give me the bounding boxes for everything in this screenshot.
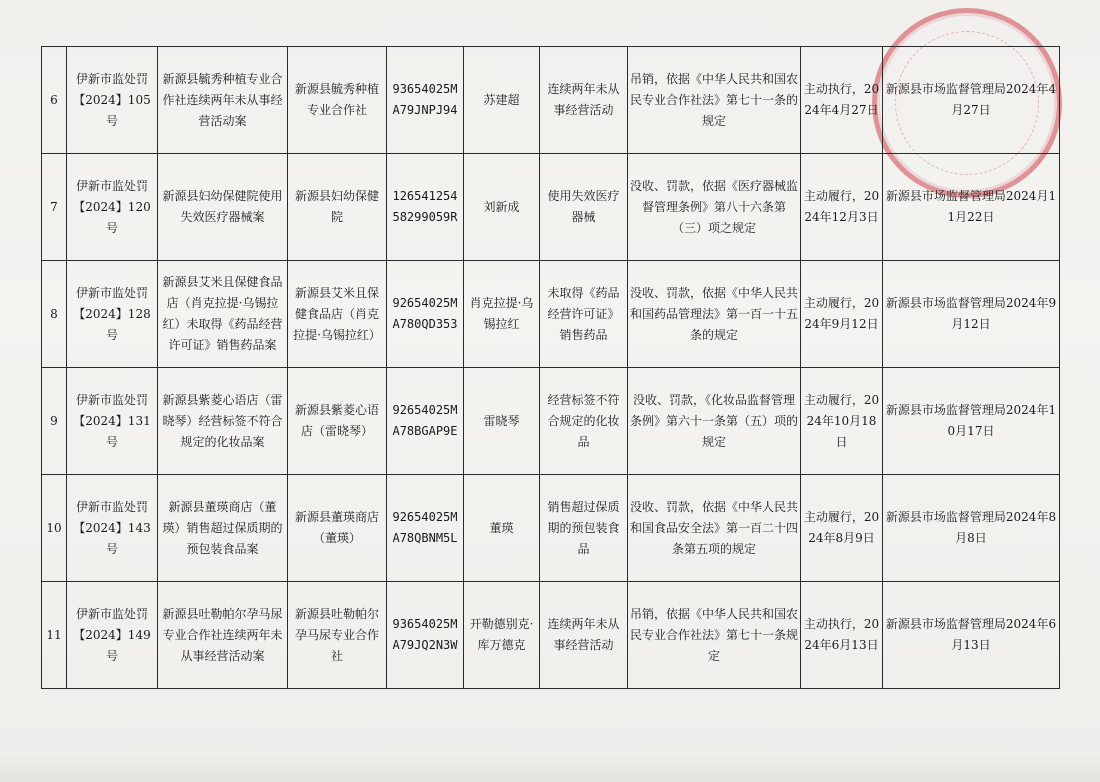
execution-status: 主动执行，2024年6月13日 xyxy=(801,582,883,689)
case-name: 新源县董瑛商店（董瑛）销售超过保质期的预包装食品案 xyxy=(158,475,288,582)
penalty-records-table xyxy=(41,46,1060,689)
authority-and-date: 新源县市场监督管理局2024年10月17日 xyxy=(883,368,1060,475)
penalty-basis: 没收、罚款，《化妆品监督管理条例》第六十一条第（五）项的规定 xyxy=(628,368,801,475)
authority-and-date: 新源县市场监督管理局2024月11月22日 xyxy=(883,154,1060,261)
credit-code: 92654025MA780QD353 xyxy=(387,261,464,368)
legal-representative: 肖克拉提·乌锡拉红 xyxy=(464,261,540,368)
penalty-basis: 没收、罚款，依据《中华人民共和国食品安全法》第一百二十四条第五项的规定 xyxy=(628,475,801,582)
document-number: 伊新市监处罚【2024】105号 xyxy=(67,47,158,154)
document-number: 伊新市监处罚【2024】128号 xyxy=(67,261,158,368)
violation-type: 经营标签不符合规定的化妆品 xyxy=(540,368,628,475)
row-number: 6 xyxy=(42,47,67,154)
execution-status: 主动履行，2024年9月12日 xyxy=(801,261,883,368)
document-number: 伊新市监处罚【2024】149号 xyxy=(67,582,158,689)
credit-code: 92654025MA78QBNM5L xyxy=(387,475,464,582)
row-number: 10 xyxy=(42,475,67,582)
violation-type: 连续两年未从事经营活动 xyxy=(540,47,628,154)
party-name: 新源县董瑛商店（董瑛） xyxy=(288,475,387,582)
violation-type: 未取得《药品经营许可证》销售药品 xyxy=(540,261,628,368)
row-number: 8 xyxy=(42,261,67,368)
violation-type: 使用失效医疗器械 xyxy=(540,154,628,261)
table-row xyxy=(42,582,1060,689)
violation-type: 连续两年未从事经营活动 xyxy=(540,582,628,689)
row-number: 9 xyxy=(42,368,67,475)
legal-representative: 刘新成 xyxy=(464,154,540,261)
authority-and-date: 新源县市场监督管理局2024年4月27日 xyxy=(883,47,1060,154)
table-row xyxy=(42,47,1060,154)
legal-representative: 开勒德别克·库万德克 xyxy=(464,582,540,689)
legal-representative: 苏建超 xyxy=(464,47,540,154)
legal-representative: 雷晓琴 xyxy=(464,368,540,475)
table-row xyxy=(42,261,1060,368)
document-number: 伊新市监处罚【2024】143号 xyxy=(67,475,158,582)
penalty-basis: 没收、罚款，依据《医疗器械监督管理条例》第八十六条第（三）项之规定 xyxy=(628,154,801,261)
execution-status: 主动履行，2024年8月9日 xyxy=(801,475,883,582)
case-name: 新源县吐勒帕尔孕马尿专业合作社连续两年未从事经营活动案 xyxy=(158,582,288,689)
document-number: 伊新市监处罚【2024】120号 xyxy=(67,154,158,261)
row-number: 11 xyxy=(42,582,67,689)
authority-and-date: 新源县市场监督管理局2024年9月12日 xyxy=(883,261,1060,368)
credit-code: 12654125458299059R xyxy=(387,154,464,261)
party-name: 新源县吐勒帕尔孕马尿专业合作社 xyxy=(288,582,387,689)
credit-code: 93654025MA79JNPJ94 xyxy=(387,47,464,154)
row-number: 7 xyxy=(42,154,67,261)
authority-and-date: 新源县市场监督管理局2024年8月8日 xyxy=(883,475,1060,582)
case-name: 新源县紫菱心语店（雷晓琴）经营标签不符合规定的化妆品案 xyxy=(158,368,288,475)
legal-representative: 董瑛 xyxy=(464,475,540,582)
case-name: 新源县毓秀种植专业合作社连续两年未从事经营活动案 xyxy=(158,47,288,154)
party-name: 新源县毓秀种植专业合作社 xyxy=(288,47,387,154)
party-name: 新源县紫菱心语店（雷晓琴） xyxy=(288,368,387,475)
scan-edge-shadow xyxy=(0,752,1100,782)
credit-code: 93654025MA79JQ2N3W xyxy=(387,582,464,689)
party-name: 新源县妇幼保健院 xyxy=(288,154,387,261)
document-number: 伊新市监处罚【2024】131号 xyxy=(67,368,158,475)
violation-type: 销售超过保质期的预包装食品 xyxy=(540,475,628,582)
execution-status: 主动履行，2024年10月18日 xyxy=(801,368,883,475)
penalty-basis: 吊销，依据《中华人民共和国农民专业合作社法》第七十一条的规定 xyxy=(628,47,801,154)
table-row xyxy=(42,154,1060,261)
table-row xyxy=(42,368,1060,475)
penalty-basis: 没收、罚款，依据《中华人民共和国药品管理法》第一百一十五条的规定 xyxy=(628,261,801,368)
case-name: 新源县妇幼保健院使用失效医疗器械案 xyxy=(158,154,288,261)
party-name: 新源县艾米且保健食品店（肖克拉提·乌锡拉红） xyxy=(288,261,387,368)
table-row xyxy=(42,475,1060,582)
authority-and-date: 新源县市场监督管理局2024年6月13日 xyxy=(883,582,1060,689)
execution-status: 主动执行，2024年4月27日 xyxy=(801,47,883,154)
case-name: 新源县艾米且保健食品店（肖克拉提·乌锡拉红）未取得《药品经营许可证》销售药品案 xyxy=(158,261,288,368)
execution-status: 主动履行，2024年12月3日 xyxy=(801,154,883,261)
penalty-basis: 吊销，依据《中华人民共和国农民专业合作社法》第七十一条规定 xyxy=(628,582,801,689)
credit-code: 92654025MA78BGAP9E xyxy=(387,368,464,475)
